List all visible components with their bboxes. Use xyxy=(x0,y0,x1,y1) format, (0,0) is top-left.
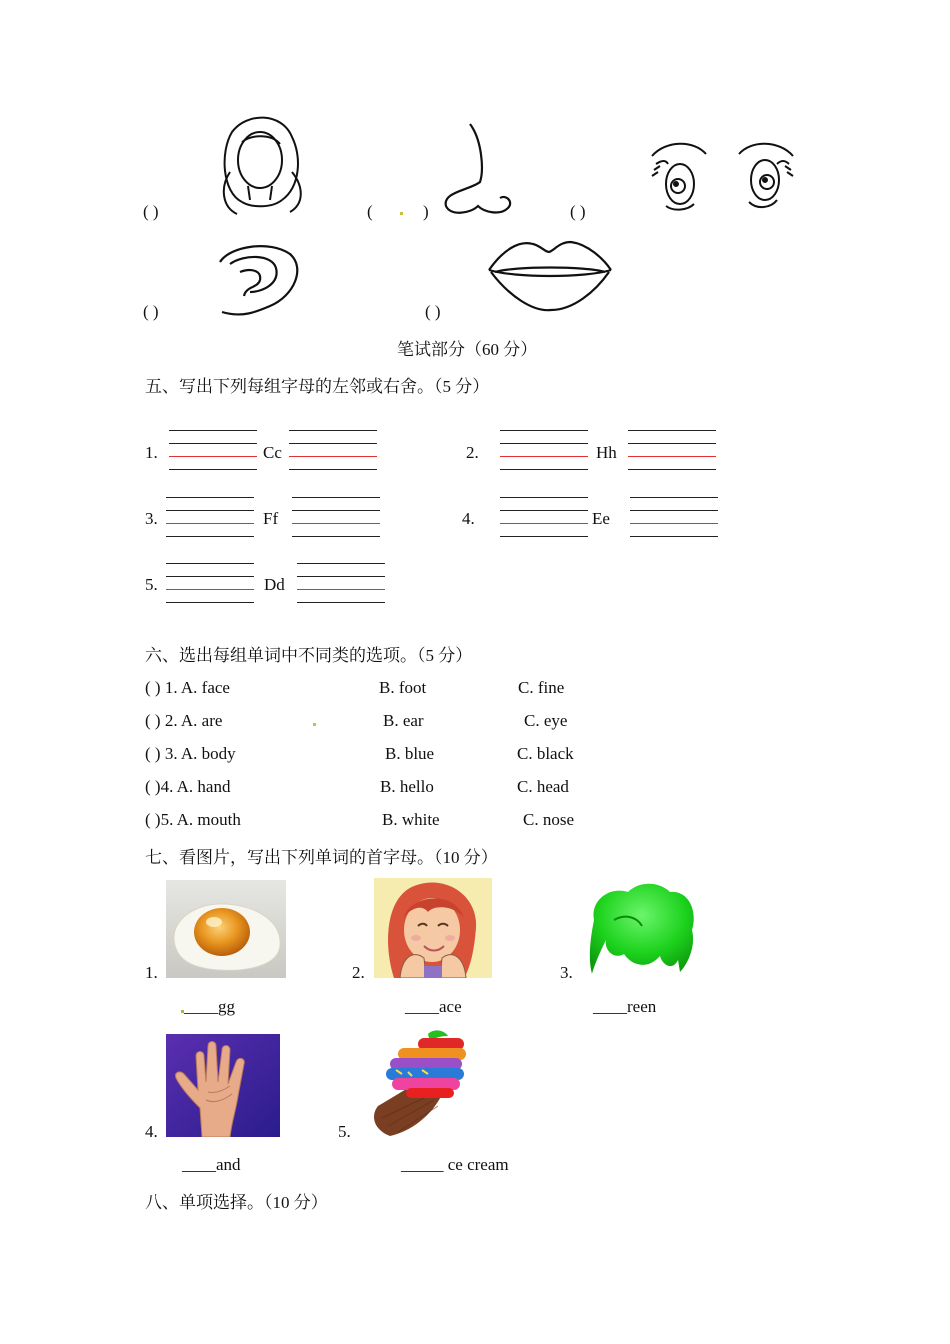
girl-head-icon xyxy=(212,112,307,217)
answer-paren-4[interactable]: ( ) xyxy=(143,302,159,321)
s5-item-2-letter: Hh xyxy=(596,443,617,462)
s5-item-3-letter: Ff xyxy=(263,509,279,528)
s6-row-1-question[interactable]: ( ) 1. A. face xyxy=(145,678,230,697)
s7-item-5-number: 5. xyxy=(338,1122,351,1141)
s5-item-1-letter: Cc xyxy=(263,443,282,462)
s6-row-4-question[interactable]: ( )4. A. hand xyxy=(145,777,231,796)
s6-row-3-option-b: B. blue xyxy=(385,744,435,763)
s5-item-2-number: 2. xyxy=(466,443,479,462)
nose-icon xyxy=(440,120,520,218)
s6-row-2-question[interactable]: ( ) 2. A. are xyxy=(145,711,223,730)
s6-row-1-option-c: C. fine xyxy=(518,678,565,697)
s6-row-3-question[interactable]: ( ) 3. A. body xyxy=(145,744,236,763)
s5-item-5-number: 5. xyxy=(145,575,158,594)
green-blob-icon xyxy=(584,880,699,980)
s6-row-4-option-b: B. hello xyxy=(380,777,434,796)
section-7-title: 七、看图片，写出下列单词的首字母。（10 分） xyxy=(145,848,498,867)
s7-item-4-number: 4. xyxy=(145,1122,158,1141)
s5-item-5-letter: Dd xyxy=(264,575,285,594)
s6-row-2-option-b: B. ear xyxy=(383,711,424,730)
s6-row-4-option-c: C. head xyxy=(517,777,569,796)
s7-item-3-word[interactable]: ____reen xyxy=(593,997,657,1016)
s6-row-5-option-b: B. white xyxy=(382,810,440,829)
s6-row-3-option-c: C. black xyxy=(517,744,574,763)
answer-paren-2-open: ( xyxy=(367,202,373,221)
s5-item-3-number: 3. xyxy=(145,509,158,528)
s5-item-4-letter: Ee xyxy=(592,509,610,528)
s7-item-2-number: 2. xyxy=(352,963,365,982)
s6-row-5-question[interactable]: ( )5. A. mouth xyxy=(145,810,241,829)
eye-icon-right xyxy=(735,134,797,212)
answer-paren-5[interactable]: ( ) xyxy=(425,302,441,321)
s7-item-5-word[interactable]: _____ ce cream xyxy=(401,1155,509,1174)
egg-icon xyxy=(166,880,286,978)
s6-row-2-option-c: C. eye xyxy=(524,711,568,730)
stray-dot-2 xyxy=(313,723,316,726)
section-6-title: 六、选出每组单词中不同类的选项。（5 分） xyxy=(145,646,473,665)
answer-paren-2-close: ) xyxy=(423,202,429,221)
ear-icon xyxy=(210,240,302,320)
written-part-title: 笔试部分（60 分） xyxy=(397,340,538,359)
ice-cream-icon xyxy=(368,1026,473,1140)
s6-row-1-option-b: B. foot xyxy=(379,678,427,697)
answer-paren-3[interactable]: ( ) xyxy=(570,202,586,221)
answer-paren-1[interactable]: ( ) xyxy=(143,202,159,221)
section-5-title: 五、写出下列每组字母的左邻或右舍。（5 分） xyxy=(145,377,490,396)
hand-icon xyxy=(166,1034,280,1137)
eye-icon-left xyxy=(648,134,710,212)
s7-item-1-number: 1. xyxy=(145,963,158,982)
s7-item-1-word[interactable]: ____gg xyxy=(184,997,235,1016)
section-8-title: 八、单项选择。（10 分） xyxy=(145,1193,328,1212)
stray-dot xyxy=(400,212,403,215)
face-icon xyxy=(374,878,492,978)
s7-item-3-number: 3. xyxy=(560,963,573,982)
s5-item-1-number: 1. xyxy=(145,443,158,462)
s5-item-4-number: 4. xyxy=(462,509,475,528)
s7-item-2-word[interactable]: ____ace xyxy=(405,997,462,1016)
mouth-icon xyxy=(485,232,615,314)
s7-item-4-word[interactable]: ____and xyxy=(182,1155,241,1174)
s6-row-5-option-c: C. nose xyxy=(523,810,574,829)
